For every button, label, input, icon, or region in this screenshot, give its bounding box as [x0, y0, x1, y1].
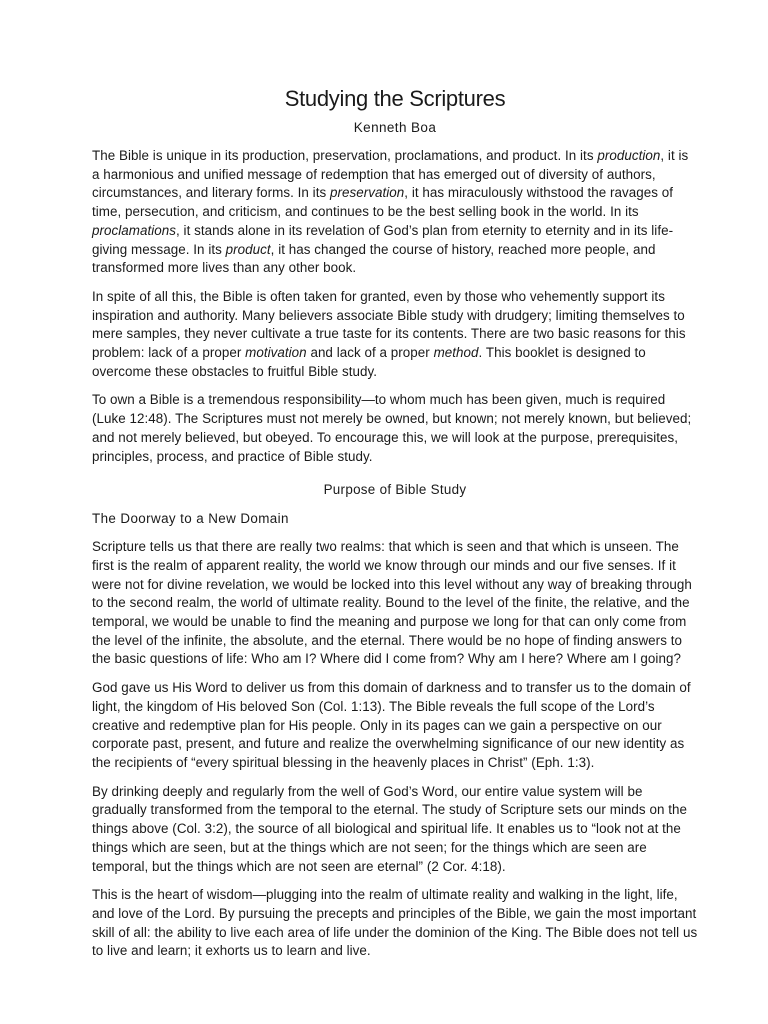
emphasis-product: product [225, 241, 271, 257]
text-run: , it stands alone in its revelation of God’s plan from eternity to eternity and in its life-giving message. In its [92, 222, 674, 257]
subheading: The Doorway to a New Domain [92, 511, 289, 527]
document-page [92, 86, 698, 971]
emphasis-production: production [597, 148, 661, 163]
paragraph-problem [92, 288, 698, 382]
document-title: Studying the Scriptures [284, 86, 506, 111]
emphasis-motivation: motivation [245, 345, 307, 361]
text-run: , it is a harmonious and unified message of redemption that has emerged out of diversity of authors, circumstances, and literary forms. In its [92, 148, 689, 201]
paragraph-intro [92, 147, 698, 278]
section-heading: Purpose of Bible Study [323, 482, 467, 498]
emphasis-method: method [433, 345, 479, 361]
emphasis-proclamations: proclamations [92, 222, 177, 238]
text-run: The Bible is unique in its production, preservation, proclamations, and product. In its [92, 148, 598, 163]
paragraph-responsibility: To own a Bible is a tremendous responsibility—to whom much has been given, much is required (Luke 12:48). The Scriptures must not merely be owned, but known; not merely known, but believed; and not merely believed, but obeyed. To encourage this, we will look at the purpose, prerequisites, principles, process, and practice of Bible study. [92, 392, 692, 464]
text-run: , it has changed the course of history, reached more people, and transformed more lives than any other book. [92, 241, 656, 276]
paragraph-deliverance: God gave us His Word to deliver us from this domain of darkness and to transfer us to the domain of light, the kingdom of His beloved Son (Col. 1:13). The Bible reveals the full scope of the Lord’s creative and redemptive plan for His people. Only in its pages can we gain a perspective on our corporate past, present, and future and realize the overwhelming significance of our new identity as the recipients of “every spiritual blessing in the heavenly places in Christ” (Eph. 1:3). [92, 680, 691, 770]
text-run: In spite of all this, the Bible is often taken for granted, even by those who vehemently support its inspiration and authority. Many believers associate Bible study with drudgery; limiting themselves to mere samples, they never cultivate a true taste for its contents. There are two basic reasons for this problem: lack of a proper [92, 288, 686, 361]
text-run: , it has miraculously withstood the ravages of time, persecution, and criticism, and continues to be the best selling book in the world. In its [92, 185, 674, 220]
paragraph-two-realms: Scripture tells us that there are really two realms: that which is seen and that which is unseen. The first is the realm of apparent reality, the world we know through our minds and our five senses. If it were not for divine revelation, we would be locked into this level without any way of breaking through to the second realm, the world of ultimate reality. Bound to the level of the finite, the relative, and the temporal, we would be unable to find the meaning and purpose we long for that can only come from the level of the infinite, the absolute, and the eternal. There would be no hope of finding answers to the basic questions of life: Who am I? Where did I come from? Why am I here? Where am I going? [92, 539, 692, 667]
document-author: Kenneth Boa [353, 120, 437, 135]
text-run: and lack of a proper [306, 345, 434, 361]
paragraph-wisdom: This is the heart of wisdom—plugging into the realm of ultimate reality and walking in the light, life, and love of the Lord. By pursuing the precepts and principles of the Bible, we gain the most important skill of all: the ability to live each area of life under the dominion of the King. The Bible does not tell us to live and learn; it exhorts us to learn and live. [92, 887, 698, 959]
text-run: . This booklet is designed to overcome these obstacles to fruitful Bible study. [92, 345, 646, 379]
emphasis-preservation: preservation [330, 185, 405, 201]
paragraph-value-system: By drinking deeply and regularly from the well of God’s Word, our entire value system will be gradually transformed from the temporal to the eternal. The study of Scripture sets our minds on the things above (Col. 3:2), the source of all biological and spiritual life. It enables us to “look not at the things which are seen, but at the things which are not seen; for the things which are seen are temporal, but the things which are not seen are eternal” (2 Cor. 4:18). [92, 783, 687, 874]
